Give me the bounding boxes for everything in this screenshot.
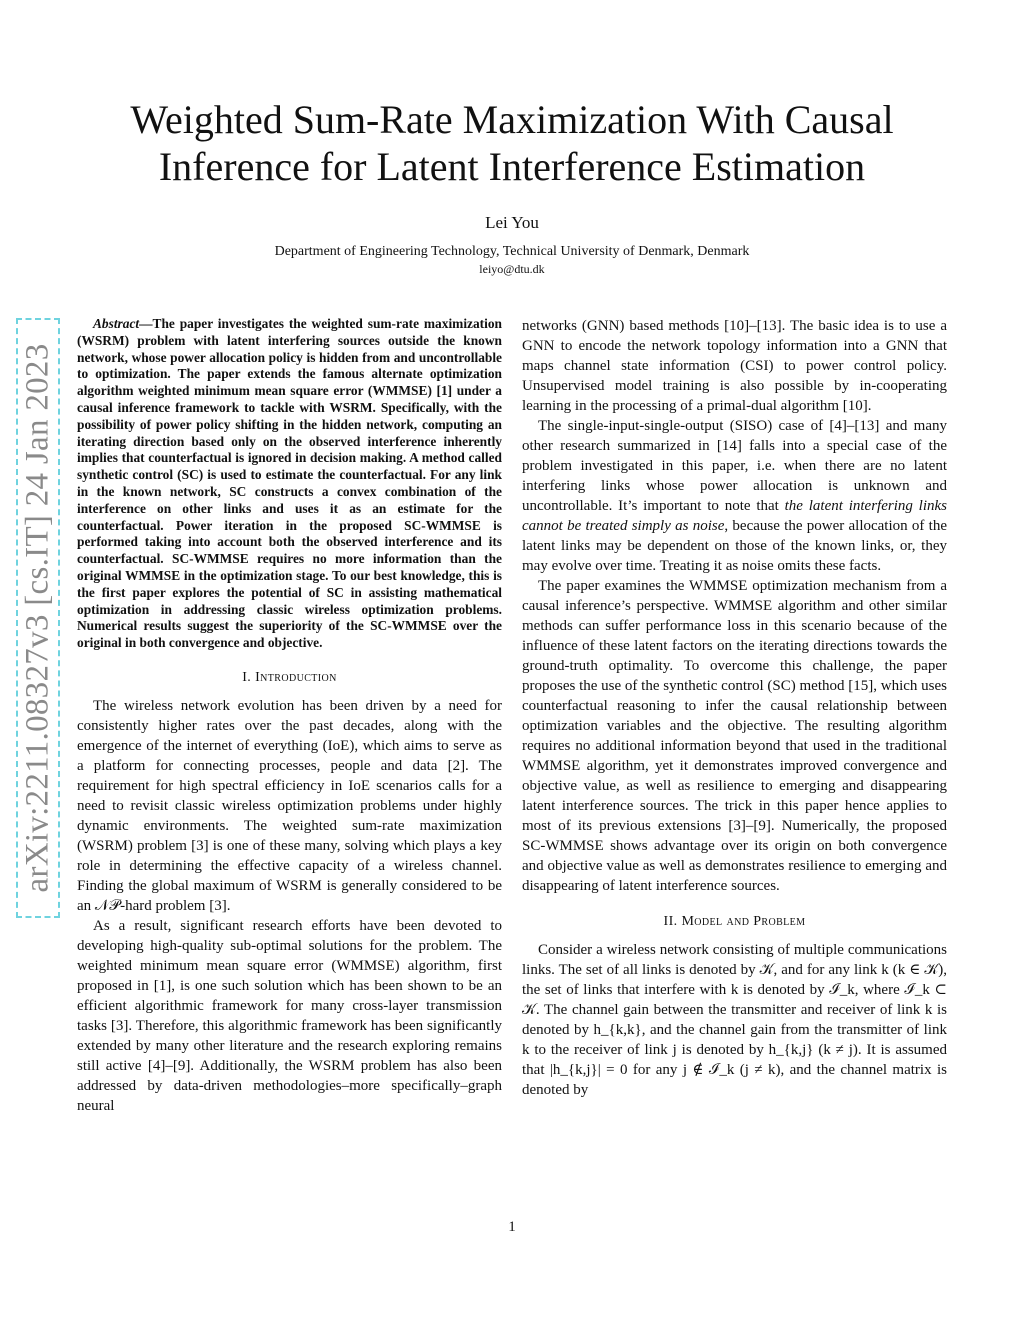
intro-paragraph-4: [522, 416, 947, 576]
author-name: Lei You: [485, 213, 539, 232]
page-number: 1: [508, 1219, 516, 1235]
abstract: [77, 316, 502, 652]
author-email: leiyo@dtu.dk: [479, 262, 545, 276]
intro-paragraph-2: As a result, significant research efforts have been devoted to developing high-quality sub-optimal solutions for the problem. The weighted minimum mean square error (WMMSE) algorithm, first proposed in [1], is one such solution which has been shown to be an efficient algorithmic framework for many cross-layer transmission tasks [3]. Therefore, this algorithmic framework has been significantly extended by many other literature and the research exploring remains still active [4]–[9]. Additionally, the WSRM problem has also been addressed by data-driven methodologies–more specifically–graph neural: [77, 917, 502, 1114]
model-paragraph-1: Consider a wireless network consisting of multiple communications links. The set of all links is denoted by 𝒦, and for any link k (k ∈ 𝒦), the set of links that interfere with k is denoted by ℐ_k, where ℐ_k ⊂ 𝒦. The channel gain between the transmitter and receiver of link k is denoted by h_{k,k}, and the channel gain from the transmitter of link k to the receiver of link j is denoted by h_{k,j} (k ≠ j). It is assumed that |h_{k,j}| = 0 for any j ∉ ℐ_k (j ≠ k), and the channel matrix is denoted by: [522, 942, 947, 1098]
section-heading-introduction: I. Introduction: [242, 669, 337, 685]
abstract-text: —The paper investigates the weighted sum-rate maximization (WSRM) problem with latent interfering sources outside the known network, whose power allocation policy is hidden from and uncontrollable to optimization. The paper extends the famous alternate optimization algorithm weighted minimum mean square error (WMMSE) [1] under a causal inference framework to tackle with WSRM. Specifically, with the possibility of power policy shifting in the hidden network, computing an iterating direction based only on the observed interference inherently implies that counterfactual is ignored in decision making. A method called synthetic control (SC) is used to estimate the counterfactual. For any link in the known network, SC constructs a convex combination of the interference on other links and uses it as an estimate for the counterfactual. Power iteration in the proposed SC-WMMSE is performed taking into account both the observed interference and its counterfactual. SC-WMMSE requires no more information than the original WMMSE in the optimization stage. To our best knowledge, this is the first paper explores the potential of SC in assisting mathematical optimization in addressing classic wireless optimization problems. Numerical results suggest the superiority of the SC-WMMSE over the original in both convergence and objective.: [77, 316, 502, 651]
arxiv-stamp: [16, 318, 60, 918]
abstract-label: Abstract: [93, 316, 140, 331]
intro-paragraph-1: The wireless network evolution has been driven by a need for consistently higher rates over the past decades, along with the emergence of the internet of everything (IoE), which aims to serve as a platform for connecting processes, people and data [2]. The requirement for high spectral efficiency in IoE scenarios calls for a need to revisit classic wireless optimization problems under highly dynamic environments. The weighted sum-rate maximization (WSRM) problem [3] is one of these many, solving which plays a key role in determining the effective capacity of a wireless channel. Finding the global maximum of WSRM is generally considered to be an 𝒩𝒫-hard problem [3].: [77, 697, 502, 914]
intro-paragraph-4-a: The single-input-single-output (SISO) case of [4]–[13] and many other research summarized in [14] falls into a special case of the problem investigated in this paper, i.e. when there are no latent interfering links whose power allocation is unknown and uncontrollable. It’s important to note that: [522, 418, 947, 514]
arxiv-id: arXiv:2211.08327v3 [cs.IT] 24 Jan 2023: [19, 343, 56, 893]
author-affiliation: Department of Engineering Technology, Technical University of Denmark, Denmark: [274, 244, 750, 259]
paper-title: Weighted Sum-Rate Maximization With Causal Inference for Latent Interference Estimation: [130, 97, 894, 189]
intro-paragraph-4-b: , because the power allocation of the latent links may be dependent on those of the known links, or, they may evolve over time. Treating it as noise omits these facts.: [522, 518, 947, 574]
intro-paragraph-4-emphasis: the latent interfering links cannot be treated simply as noise: [522, 498, 947, 534]
right-column: [522, 316, 947, 1100]
intro-paragraph-3: networks (GNN) based methods [10]–[13]. The basic idea is to use a GNN to encode the network topology information into a GNN that maps channel state information (CSI) to power control policy. Unsupervised model training is also possible by in-cooperating learning in the processing of a primal-dual algorithm [10].: [522, 318, 947, 414]
intro-paragraph-5: The paper examines the WMMSE optimization mechanism from a causal inference’s perspective. WMMSE algorithm and other similar methods can suffer performance loss in this scenario because of the influence of these latent factors on the iterating directions towards the ground-truth optimality. To overcome this challenge, the paper proposes the use of the synthetic control (SC) method [15], which uses counterfactual reasoning to infer the causal relationship between optimization variables and the objective. The resulting algorithm requires no additional information beyond that used in the traditional WMMSE algorithm, yet it demonstrates improved convergence and objective value, as well as resilience to emerging and disappearing latent interference sources. The trick in this paper hence applies to most of its previous extensions [3]–[9]. Numerically, the proposed SC-WMMSE shows advantage over its origin on both convergence and objective value as well as demonstrates resilience to emerging and disappearing of latent interference sources.: [522, 578, 947, 894]
left-column: [77, 316, 502, 1116]
section-heading-model: II. Model and Problem: [663, 914, 806, 929]
